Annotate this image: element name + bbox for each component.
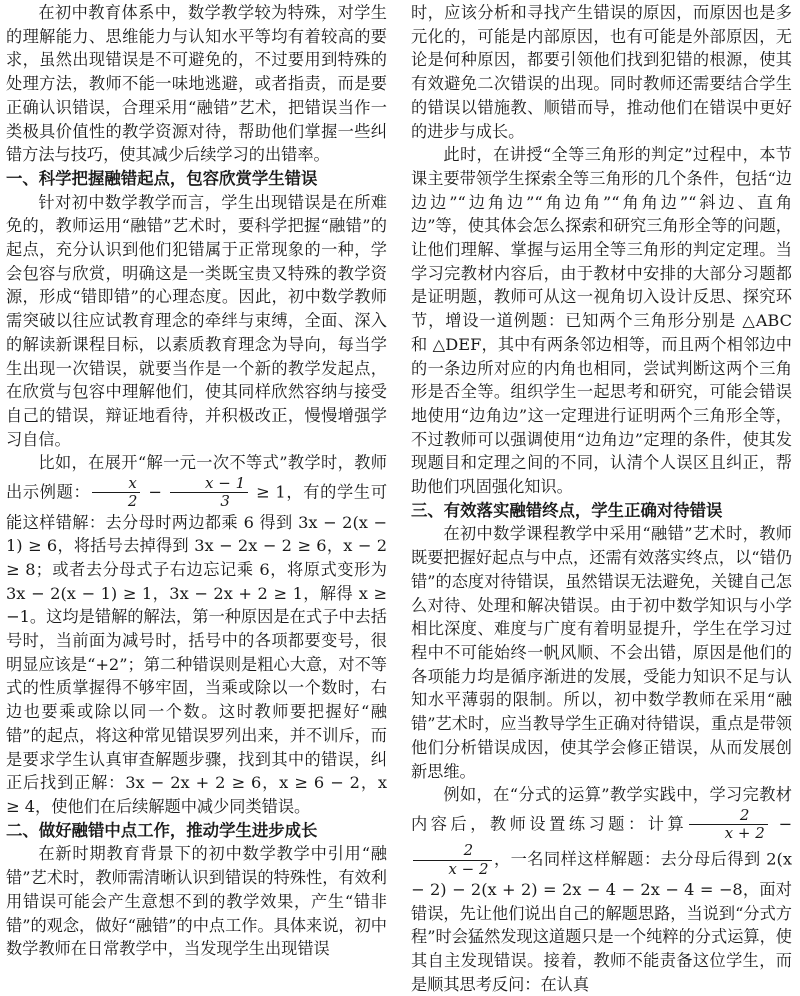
section-heading-2: 二、做好融错中点工作，推动学生进步成长 <box>6 820 318 840</box>
minus-sign: − <box>142 482 168 502</box>
right-column <box>411 1 792 996</box>
fraction-2-over-x-minus-2 <box>413 842 492 878</box>
paragraph-2 <box>6 451 387 818</box>
fraction-x-over-2 <box>92 475 140 511</box>
minus-sign: − <box>769 814 793 834</box>
paragraph-3: 在新时期教育背景下的初中数学教学中引用“融错”艺术时，教师需清晰认识到错误的特殊性，有效利用错误可能会产生意想不到的教学效果，产生“错非错”的观念，做好“融错”的中点工作。具体来说，初中数学教师在日常教学中，当发现学生出现错误 <box>6 844 387 959</box>
paragraph-2-text-a: 比如，在展开“解一元一次不等式”教学时，教师出示例题： <box>6 453 387 502</box>
left-column <box>6 1 387 961</box>
fraction-numerator: x <box>92 475 140 493</box>
paragraph-7 <box>411 783 792 996</box>
fraction-denominator: 3 <box>220 492 230 511</box>
fraction-denominator: 2 <box>127 492 138 511</box>
paragraph-7-text-b: ，一名同样这样解题：去分母后得到 2(x − 2) − 2(x + 2) = 2x − 4 − 2x − 4 = −8，面对错误，先让他们说出自己的解题思路，当说到“分式方程”时会猛然发现这道题只是一个纯粹的分式运算，使其自主发现错误。接着，教师不能责备这位学生，而是顺其思考反问：在认真 <box>411 849 792 994</box>
fraction-x-minus-1-over-3 <box>170 475 249 511</box>
paragraph-4: 时，应该分析和寻找产生错误的原因，而原因也是多元化的，可能是内部原因，也有可能是外部原因，无论是何种原因，都要引领他们找到犯错的根源，使其有效避免二次错误的出现。同时教师还需要结合学生的错误以错施教、顺错而导，推动他们在错误中更好的进步与成长。 <box>411 3 792 141</box>
paragraph-5: 此时，在讲授“全等三角形的判定”过程中，本节课主要带领学生探索全等三角形的几个条件，包括“边边边”“边角边”“角边角”“角角边”“斜边、直角边”等，使其体会怎么探索和研究三角形全等的问题，让他们理解、掌握与运用全等三角形的判定定理。当学习完教材内容后，由于教材中安排的大部分习题都是证明题，教师可从这一视角切入设计反思、探究环节，增设一道例题：已知两个三角形分别是 △ABC 和 △DEF，其中有两条邻边相等，而且两个相邻边中的一条边所对应的内角也相同，尝试判断这两个三角形是否全等。组织学生一起思考和研究，可能会错误地使用“边角边”这一定理进行证明两个三角形全等，不过教师可以强调使用“边角边”定理的条件，使其发现题目和定理之间的不同，认清个人误区且纠正，帮助他们巩固强化知识。 <box>411 145 792 497</box>
fraction-denominator: x + 2 <box>724 824 765 843</box>
paragraph-7-text-a: 例如，在“分式的运算”教学实践中，学习完教材内容后，教师设置练习题：计算 <box>411 785 792 834</box>
paragraph-1: 针对初中数学教学而言，学生出现错误是在所难免的，教师运用“融错”艺术时，要科学把握“融错”的起点，充分认识到他们犯错属于正常现象的一种，学会包容与欣赏，明确这是一类既宝贵又特殊的教学资源，形成“错即错”的心理态度。因此，初中数学教师需突破以往应试教育理念的牵绊与束缚，全面、深入的解读新课程目标，以素质教育理念为导向，每当学生出现一次错误，就要当作是一个新的教学发起点，在欣赏与包容中理解他们，使其同样欣然容纳与接受自己的错误，辩证地看待，并积极改正，慢慢增强学习自信。 <box>6 192 387 449</box>
fraction-numerator: 2 <box>689 807 768 825</box>
fraction-denominator: x − 2 <box>448 859 489 878</box>
paragraph-6: 在初中数学课程教学中采用“融错”艺术时，教师既要把握好起点与中点，还需有效落实终点，以“错仍错”的态度对待错误，虽然错误无法避免，关键自己怎么对待、处理和解决错误。由于初中数学知识与小学相比深度、难度与广度有着明显提升，学生在学习过程中不可能始终一帆风顺、不会出错，原因是他们的各项能力均是循序渐进的发展，受能力知识不足与认知水平薄弱的限制。所以，初中数学教师在采用“融错”艺术时，应当教导学生正确对待错误，重点是带领他们分析错误成因，使其学会修正错误，从而发展创新思维。 <box>411 524 792 781</box>
section-heading-1: 一、科学把握融错起点，包容欣赏学生错误 <box>6 168 318 188</box>
fraction-numerator: 2 <box>413 842 492 860</box>
fraction-2-over-x-plus-2 <box>689 807 768 843</box>
paragraph-2-text-b: ≥ 1，有的学生可能这样错解：去分母时两边都乘 6 得到 3x − 2(x − 1) ≥ 6，将括号去掉得到 3x − 2x − 2 ≥ 6，x − 2 ≥ 8；或者去分母式子右边忘记乘 6，将原式变形为 3x − 2(x − 1) ≥ 1，3x − 2x + 2 ≥ 1，解得 x ≥ −1。这均是错解的解法，第一种原因是在式子中去括号时，当前面为减号时，括号中的各项都要变号，很明显应该是“+2”；第二种错误则是粗心大意，对不等式的性质掌握得不够牢固，当乘或除以一个数时，右边也要乘或除以同一个数。这时教师要把握好“融错”的起点，将这种常见错误罗列出来，并不训斥，而是要求学生认真审查解题步骤，找到其中的错误，纠正后找到正解：3x − 2x + 2 ≥ 6，x ≥ 6 − 2，x ≥ 4，使他们在后续解题中减少同类错误。 <box>6 482 388 816</box>
intro-paragraph: 在初中教育体系中，数学教学较为特殊，对学生的理解能力、思维能力与认知水平等均有着较高的要求，虽然出现错误是不可避免的，不过要用到特殊的处理方法，教师不能一味地逃避，或者指责，而是要正确认识错误，合理采用“融错”艺术，把错误当作一类极具价值性的教学资源对待，帮助他们掌握一些纠错方法与技巧，使其减少后续学习的出错率。 <box>6 3 387 165</box>
section-heading-3: 三、有效落实融错终点，学生正确对待错误 <box>411 500 723 520</box>
fraction-numerator: x − 1 <box>170 475 249 493</box>
